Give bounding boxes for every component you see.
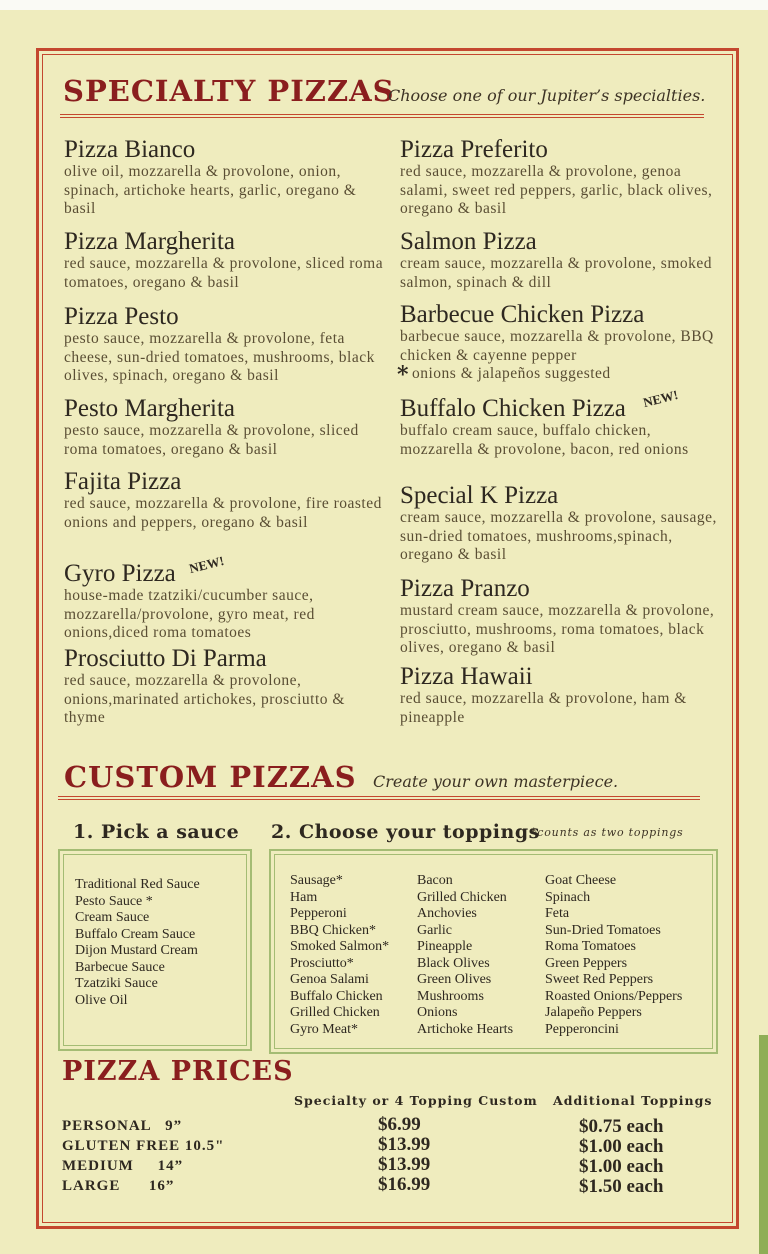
topping-item: BBQ Chicken*	[290, 922, 376, 938]
pizza-description: pesto sauce, mozzarella & provolone, sliced roma tomatoes, oregano & basil	[64, 422, 359, 458]
additional-topping-price: $0.75 each	[579, 1116, 664, 1137]
asterisk-icon: *	[397, 362, 409, 388]
pizza-item	[400, 576, 722, 658]
topping-item: Ham	[290, 889, 318, 905]
pizza-name: Pizza Preferito	[400, 136, 548, 163]
topping-item: Gyro Meat*	[290, 1021, 359, 1037]
topping-item: Garlic	[417, 922, 452, 938]
custom-rule	[58, 796, 700, 800]
toppings-column-3	[545, 873, 682, 1038]
pizza-name: Prosciutto Di Parma	[64, 645, 267, 672]
pizza-name: Barbecue Chicken Pizza	[400, 301, 645, 328]
specialty-title: SPECIALTY PIZZAS	[63, 74, 395, 108]
pizza-item	[64, 646, 386, 728]
topping-item: Sausage*	[290, 873, 343, 888]
price-col1-head: Specialty or 4 Topping Custom	[294, 1093, 538, 1108]
specialty-rule	[60, 114, 704, 118]
topping-item: Goat Cheese	[545, 873, 617, 888]
sauce-item: Cream Sauce	[75, 910, 150, 925]
pizza-item	[400, 664, 722, 727]
pizza-description: house-made tzatziki/cucumber sauce, mozzarella/provolone, gyro meat, red onions,diced roma tomatoes	[64, 587, 315, 641]
price-value: $6.99	[378, 1114, 421, 1135]
topping-item: Pepperoni	[290, 906, 347, 921]
pizza-name: Salmon Pizza	[400, 228, 537, 255]
additional-topping-price: $1.00 each	[579, 1136, 664, 1157]
topping-item: Jalapeño Peppers	[545, 1005, 642, 1020]
step2-note: *counts as two toppings	[531, 826, 684, 839]
top-strip	[0, 0, 768, 10]
side-accent-bar	[759, 1035, 768, 1254]
topping-item: Prosciutto*	[290, 955, 354, 971]
topping-item: Anchovies	[417, 906, 477, 921]
new-badge: NEW!	[187, 552, 226, 577]
new-badge: NEW!	[641, 386, 680, 411]
topping-item: Grilled Chicken	[417, 889, 507, 905]
topping-item: Pepperoncini	[545, 1021, 619, 1037]
topping-item: Green Olives	[417, 972, 492, 987]
pizza-item	[64, 229, 386, 292]
sauce-list	[75, 877, 200, 1009]
pizza-description: red sauce, mozzarella & provolone, genoa salami, sweet red peppers, garlic, black olives, oregano & basil	[400, 163, 713, 217]
pizza-name: Pizza Hawaii	[400, 663, 533, 690]
pizza-name: Buffalo Chicken Pizza	[400, 395, 626, 422]
pizza-description: pesto sauce, mozzarella & provolone, feta cheese, sun-dried tomatoes, mushrooms, black olives, spinach, oregano & basil	[64, 330, 375, 384]
pizza-description: red sauce, mozzarella & provolone, ham & pineapple	[400, 690, 687, 726]
step1-title: 1. Pick a sauce	[73, 821, 240, 843]
pizza-name: Pizza Pesto	[64, 303, 179, 330]
toppings-column-2	[417, 873, 513, 1038]
price-size-label: PERSONAL 9”	[62, 1118, 183, 1134]
topping-item: Buffalo Chicken	[290, 988, 383, 1004]
topping-item: Roasted Onions/Peppers	[545, 988, 683, 1004]
pizza-item	[64, 304, 386, 386]
custom-title: CUSTOM PIZZAS	[64, 760, 357, 794]
pizza-item	[64, 396, 386, 459]
additional-topping-price: $1.00 each	[579, 1156, 664, 1177]
pizza-description: barbecue sauce, mozzarella & provolone, BBQ chicken & cayenne pepper	[400, 328, 714, 364]
topping-item: Bacon	[417, 873, 453, 888]
sauce-item: Dijon Mustard Cream	[75, 943, 198, 958]
pizza-name: Fajita Pizza	[64, 468, 182, 495]
topping-item: Mushrooms	[417, 988, 484, 1004]
pizza-description: red sauce, mozzarella & provolone, onions,marinated artichokes, prosciutto & thyme	[64, 672, 345, 726]
topping-item: Green Peppers	[545, 955, 628, 971]
pizza-note: onions & jalapeños suggested	[412, 365, 611, 382]
price-value: $13.99	[378, 1154, 431, 1175]
toppings-column-1	[290, 873, 389, 1038]
topping-item: Roma Tomatoes	[545, 939, 636, 954]
topping-item: Smoked Salmon*	[290, 939, 390, 954]
sauce-item: Traditional Red Sauce	[75, 877, 200, 892]
pizza-item	[64, 137, 386, 219]
pizza-description: mustard cream sauce, mozzarella & provolone, prosciutto, mushrooms, roma tomatoes, black olives, oregano & basil	[400, 602, 715, 656]
specialty-tagline: Choose one of our Jupiter’s specialties.	[388, 86, 706, 105]
pizza-name: Gyro Pizza	[64, 560, 176, 587]
sauce-item: Tzatziki Sauce	[75, 976, 158, 991]
pizza-name: Pizza Bianco	[64, 136, 196, 163]
pizza-description: red sauce, mozzarella & provolone, fire roasted onions and peppers, oregano & basil	[64, 495, 382, 531]
topping-item: Sun-Dried Tomatoes	[545, 922, 661, 938]
topping-item: Pineapple	[417, 939, 473, 954]
pizza-name: Pizza Margherita	[64, 228, 235, 255]
pizza-name: Pizza Pranzo	[400, 575, 530, 602]
pizza-item	[400, 396, 722, 459]
topping-item: Black Olives	[417, 955, 490, 971]
pizza-description: red sauce, mozzarella & provolone, sliced roma tomatoes, oregano & basil	[64, 255, 384, 291]
topping-item: Sweet Red Peppers	[545, 972, 654, 987]
topping-item: Feta	[545, 906, 570, 921]
sauce-item: Buffalo Cream Sauce	[75, 926, 196, 942]
pizza-description: olive oil, mozzarella & provolone, onion, spinach, artichoke hearts, garlic, oregano & basil	[64, 163, 357, 217]
pizza-name: Special K Pizza	[400, 482, 559, 509]
sauce-item: Olive Oil	[75, 992, 128, 1008]
topping-item: Genoa Salami	[290, 972, 369, 987]
topping-item: Onions	[417, 1005, 458, 1020]
pizza-item	[64, 561, 386, 643]
price-size-label: GLUTEN FREE 10.5"	[62, 1138, 225, 1154]
sauce-item: Pesto Sauce *	[75, 893, 153, 909]
sauce-item: Barbecue Sauce	[75, 959, 165, 975]
price-col2-head: Additional Toppings	[553, 1093, 713, 1108]
pizza-name: Pesto Margherita	[64, 395, 236, 422]
step2-title: 2. Choose your toppings	[271, 821, 540, 843]
pizza-item	[400, 302, 722, 384]
additional-topping-price: $1.50 each	[579, 1176, 664, 1197]
pizza-item	[400, 229, 722, 292]
prices-title: PIZZA PRICES	[62, 1056, 294, 1087]
pizza-item	[400, 483, 722, 565]
pizza-description: cream sauce, mozzarella & provolone, sausage, sun-dried tomatoes, mushrooms,spinach, oregano & basil	[400, 509, 717, 563]
topping-item: Artichoke Hearts	[417, 1021, 514, 1037]
pizza-description: buffalo cream sauce, buffalo chicken, mozzarella & provolone, bacon, red onions	[400, 422, 689, 458]
pizza-description: cream sauce, mozzarella & provolone, smoked salmon, spinach & dill	[400, 255, 713, 291]
topping-item: Spinach	[545, 889, 591, 905]
price-size-label: LARGE 16”	[62, 1178, 175, 1194]
custom-tagline: Create your own masterpiece.	[373, 772, 619, 791]
topping-item: Grilled Chicken	[290, 1005, 380, 1020]
pizza-item	[400, 137, 722, 219]
price-size-label: MEDIUM 14”	[62, 1158, 184, 1174]
pizza-item	[64, 469, 386, 532]
price-value: $13.99	[378, 1134, 431, 1155]
price-value: $16.99	[378, 1174, 431, 1195]
